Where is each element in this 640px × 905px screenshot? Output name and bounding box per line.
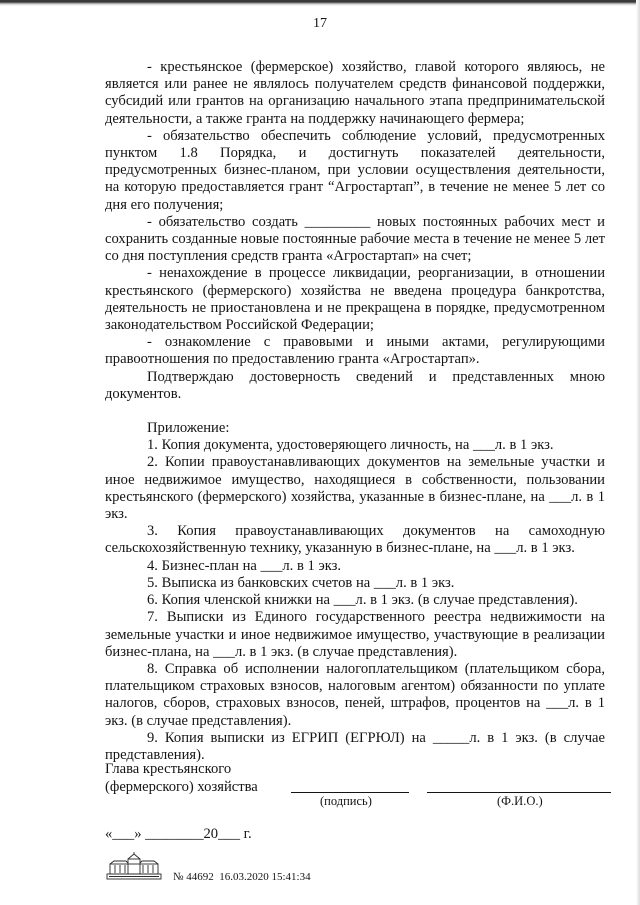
paragraph-confirmation: Подтверждаю достоверность сведений и представленных мною документов.: [105, 368, 605, 402]
signature-block: [105, 761, 605, 821]
signature-title-line: (фермерского) хозяйства: [105, 778, 258, 795]
name-caption: (Ф.И.О.): [497, 794, 543, 808]
date-line: «___» ________20___ г.: [105, 826, 252, 842]
signature-title-line: Глава крестьянского: [105, 761, 232, 777]
appendix-item: 3. Копия правоустанавливающих документов на самоходную сельскохозяйственную технику, указанную в бизнес-плане, на ___л. в 1 экз.: [105, 523, 605, 557]
appendix-item: 8. Справка об исполнении налогоплательщиком (плательщиком сбора, плательщиком страховых взносов, налоговым агентом) обязанности по уплате налогов, сборов, страховых взносов, пеней, штрафов, процентов на ___л. в 1 экз. (в случае представления).: [105, 660, 605, 729]
signature-title: [105, 761, 258, 796]
document-body: [105, 59, 605, 764]
appendix-item: 6. Копия членской книжки на ___л. в 1 экз. (в случае представления).: [147, 592, 578, 609]
appendix-item: 7. Выписки из Единого государственного реестра недвижимости на земельные участки и иное недвижимое имущество, участвующие в реализации бизнес-плана, на ___л. в 1 экз. (в случае представления).: [105, 609, 605, 660]
paragraph-obligation-conditions: - обязательство обеспечить соблюдение условий, предусмотренных пунктом 1.8 Порядка, и достигнуть показателей деятельности, предусмотренных бизнес-планом, при условии осуществления деятельности, на которую предоставляется грант “Агростартап”, в течение не менее 5 лет со дня его получения;: [105, 127, 605, 213]
paragraph-obligation-jobs: - обязательство создать _________ новых постоянных рабочих мест и сохранить созданные новые постоянные рабочие места в течение не менее 5 лет со дня поступления средств гранта «Агростартап» на счет;: [105, 213, 605, 265]
spacer: [105, 403, 605, 420]
scan-edge-top: [0, 0, 640, 6]
appendix-item: 5. Выписка из банковских счетов на ___л. в 1 экз.: [147, 574, 455, 591]
paragraph-not-recipient: - крестьянское (фермерское) хозяйство, главой которого являюсь, не является или ранее не являлось получателем средств финансовой поддержки, субсидий или грантов на организацию начального этапа предпринимательской деятельности, а также гранта на поддержку начинающего фермера;: [105, 59, 605, 127]
paragraph-acquaintance: - ознакомление с правовыми и иными актами, регулирующими правоотношения по предоставлению гранта «Агростартап».: [105, 334, 605, 368]
page-number: 17: [313, 16, 327, 31]
government-building-logo-icon: [106, 851, 162, 881]
registration-stamp: № 44692 16.03.2020 15:41:34: [173, 871, 311, 883]
appendix-item: 4. Бизнес-план на ___л. в 1 экз.: [147, 557, 342, 574]
appendix-item: 1. Копия документа, удостоверяющего личность, на ___л. в 1 экз.: [147, 437, 554, 454]
signature-caption: (подпись): [320, 794, 372, 808]
paragraph-no-liquidation: - ненахождение в процессе ликвидации, реорганизации, в отношении крестьянского (фермерского) хозяйства не введена процедура банкротства, деятельность не приостановлена и не прекращена в порядке, предусмотренном законодательством Российской Федерации;: [105, 265, 605, 334]
appendix-heading: Приложение:: [147, 420, 230, 437]
appendix-item: 2. Копии правоустанавливающих документов на земельные участки и иное недвижимое имущество, находящиеся в собственности, пользовании крестьянского (фермерского) хозяйства, указанные в бизнес-плане, на ___л. в 1 экз.: [105, 454, 605, 523]
appendix-item: 9. Копия выписки из ЕГРИП (ЕГРЮЛ) на _____л. в 1 экз. (в случае представления).: [105, 729, 605, 763]
scan-edge-right: [636, 0, 640, 905]
